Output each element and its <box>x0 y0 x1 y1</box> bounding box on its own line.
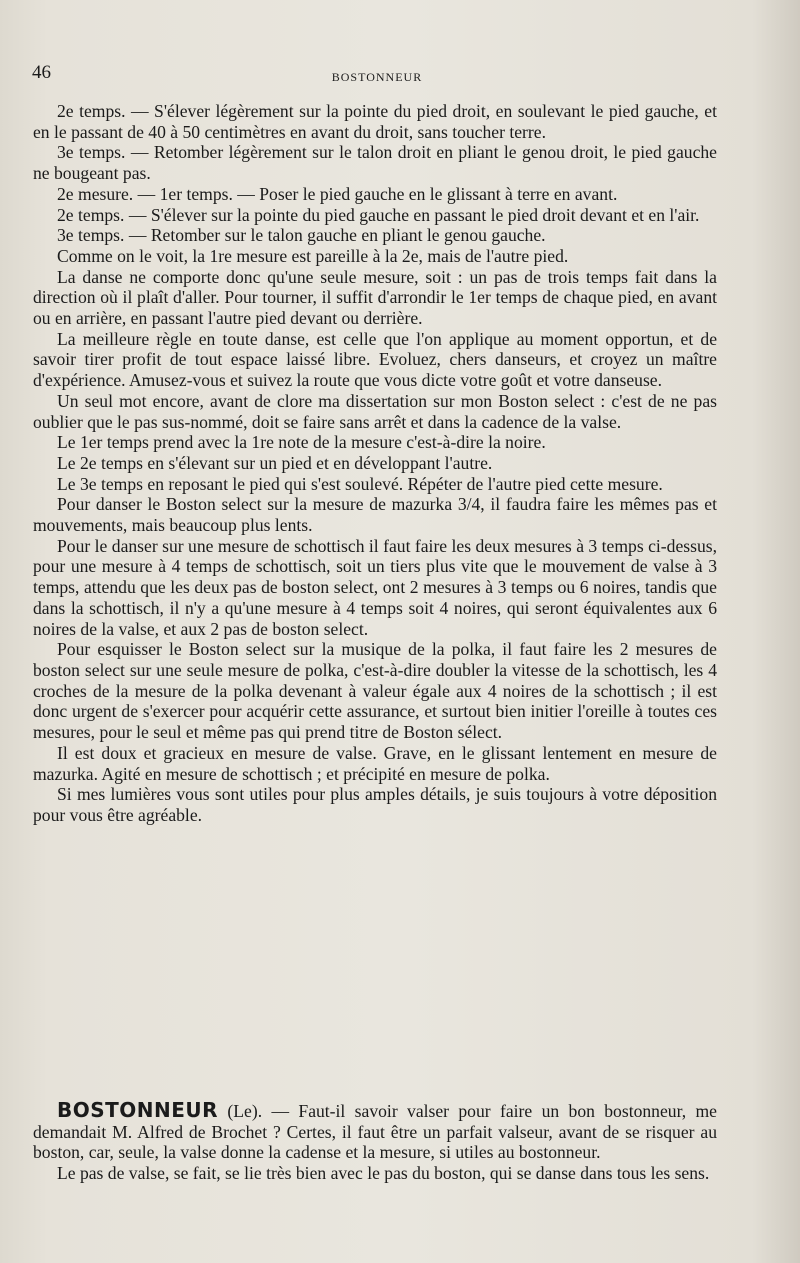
paragraph: 3e temps. — Retomber sur le talon gauche en pliant le genou gauche. <box>57 225 546 246</box>
paragraph: Le 2e temps en s'élevant sur un pied et en développant l'autre. <box>57 452 493 473</box>
entry-paragraph: Le pas de valse, se fait, se lie très bien avec le pas du boston, qui se danse dans tous les sens. <box>57 1163 710 1184</box>
page-number: 46 <box>32 62 51 83</box>
paragraph: Un seul mot encore, avant de clore ma dissertation sur mon Boston select : c'est de ne pas oublier que le pas sus-nommé, doit se faire sans arrêt et dans la cadence de la valse. <box>33 390 717 432</box>
paragraph: 3e temps. — Retomber légèrement sur le talon droit en pliant le genou droit, le pied gauche ne bougeant pas. <box>33 142 717 184</box>
entry-paragraph <box>33 1100 717 1163</box>
dictionary-entry <box>33 1100 717 1184</box>
paragraph: La danse ne comporte donc qu'une seule mesure, soit : un pas de trois temps fait dans la direction où il plaît d'aller. Pour tourner, il suffit d'arrondir le 1er temps de chaque pied, en avant ou en arrière, en passant l'autre pied devant ou derrière. <box>33 266 717 329</box>
running-head: BOSTONNEUR <box>331 70 423 84</box>
entry-definition: (Le). — Faut-il savoir valser pour faire un bon bostonneur, me demandait M. Alfred de Brochet ? Certes, il faut être un parfait valseur, avant de se risquer au boston, car, seule, la valse donne la cadense et la mesure, si utiles au bostonneur. <box>33 1101 717 1163</box>
paragraph: 2e mesure. — 1er temps. — Poser le pied gauche en le glissant à terre en avant. <box>57 183 618 204</box>
paragraph: Pour le danser sur une mesure de schottisch il faut faire les deux mesures à 3 temps ci-dessus, pour une mesure à 4 temps de schottisch, soit un tiers plus vite que le mouvement de valse à 3 temps, attendu que les deux pas de boston select, ont 2 mesures à 3 temps ou 6 noires, tandis que dans la schottisch, il n'y a qu'une mesure à 4 temps soit 4 noires, qui seront équivalentes aux 6 noires de la valse, et aux 2 pas de boston select. <box>33 535 717 639</box>
paragraph: Si mes lumières vous sont utiles pour plus amples détails, je suis toujours à votre déposition pour vous être agréable. <box>33 784 717 825</box>
paragraph: Il est doux et gracieux en mesure de valse. Grave, en le glissant lentement en mesure de mazurka. Agité en mesure de schottisch ; et précipité en mesure de polka. <box>33 742 717 784</box>
page-header <box>32 62 722 92</box>
entry-headword: BOSTONNEUR <box>57 1098 219 1122</box>
paragraph: Pour esquisser le Boston select sur la musique de la polka, il faut faire les 2 mesures de boston select sur une seule mesure de polka, c'est-à-dire doubler la vitesse de la schottisch, les 4 croches de la mesure de la polka devenant à valeur égale aux 4 noires de la schottisch ; il est donc urgent de s'exercer pour acquérir cette assurance, et surtout bien initier l'oreille à toutes ces mesures, pour le seul et même pas qui prend titre de Boston sélect. <box>33 639 717 743</box>
paragraph: Comme on le voit, la 1re mesure est pareille à la 2e, mais de l'autre pied. <box>57 245 569 266</box>
paragraph: 2e temps. — S'élever sur la pointe du pied gauche en passant le pied droit devant et en l'air. <box>57 204 700 225</box>
paragraph: La meilleure règle en toute danse, est celle que l'on applique au moment opportun, et de savoir tirer profit de tout espace laissé libre. Evoluez, chers danseurs, et croyez un maître d'expérience. Amusez-vous et suivez la route que vous dicte votre goût et votre danseuse. <box>33 328 717 391</box>
paragraph: Le 3e temps en reposant le pied qui s'est soulevé. Répéter de l'autre pied cette mesure. <box>57 473 663 494</box>
article-body <box>33 101 717 826</box>
paragraph: Pour danser le Boston select sur la mesure de mazurka 3/4, il faudra faire les mêmes pas et mouvements, mais beaucoup plus lents. <box>33 494 717 536</box>
paragraph: 2e temps. — S'élever légèrement sur la pointe du pied droit, en soulevant le pied gauche, et en le passant de 40 à 50 centimètres en avant du droit, sans toucher terre. <box>33 101 717 142</box>
paragraph: Le 1er temps prend avec la 1re note de la mesure c'est-à-dire la noire. <box>57 432 546 453</box>
